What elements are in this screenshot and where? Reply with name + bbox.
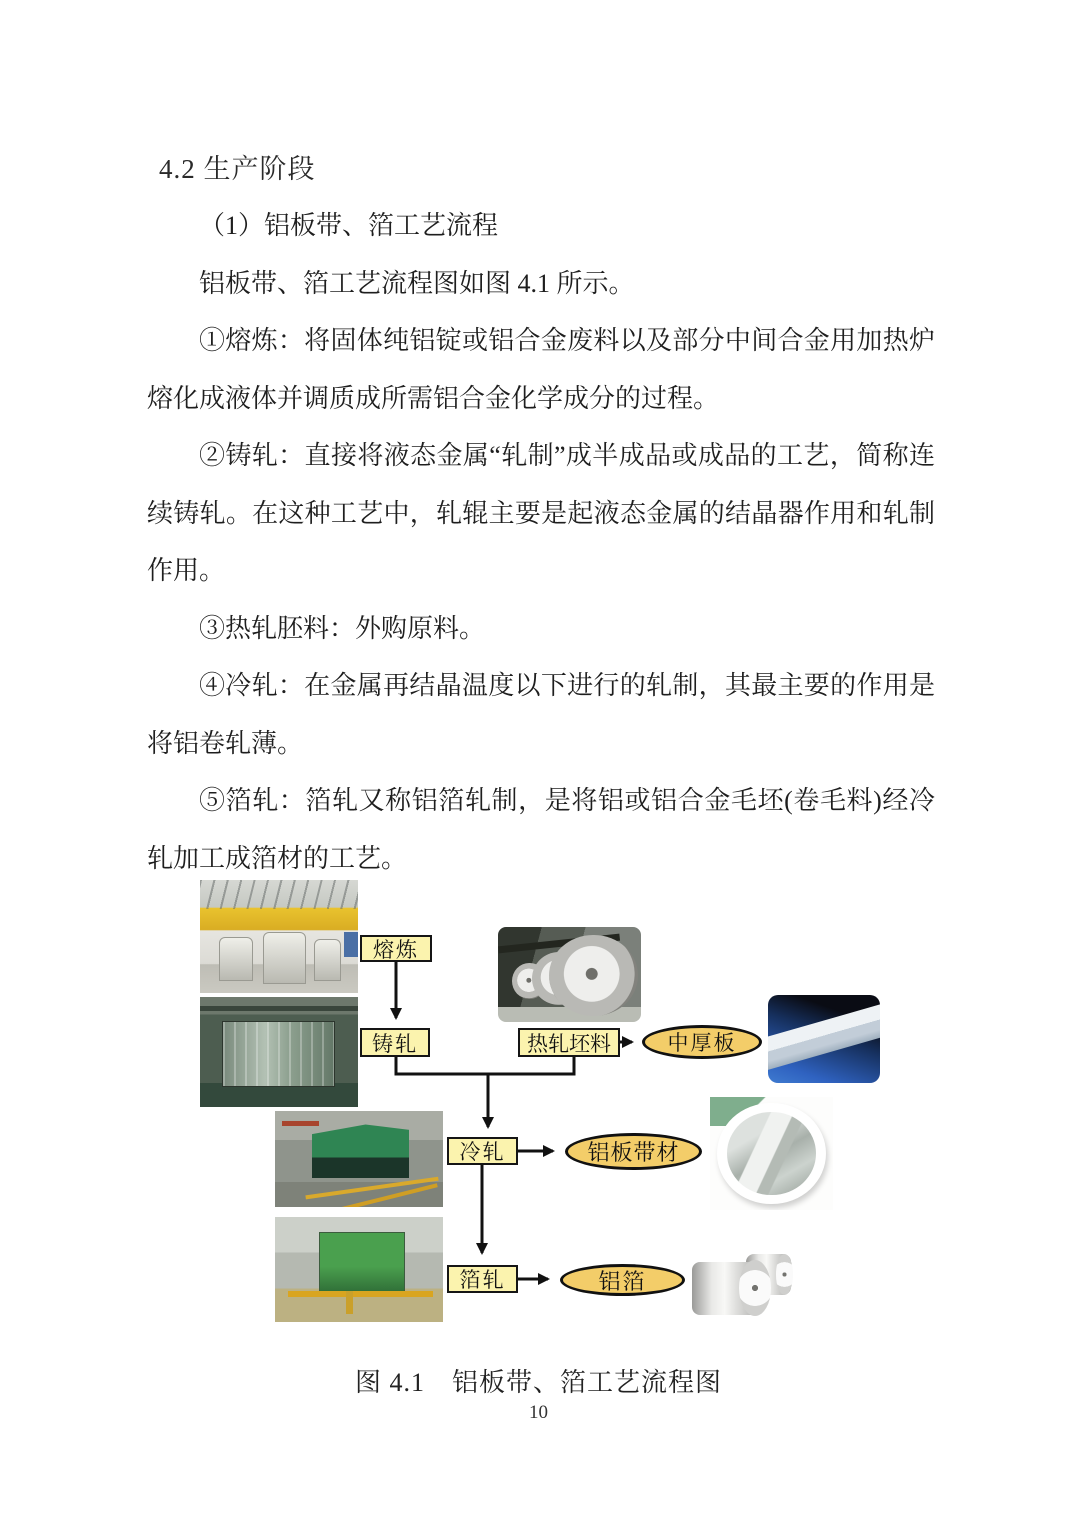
paragraph-foil-rolling: ⑤箔轧：箔轧又称铝箔轧制，是将铝或铝合金毛坯(卷毛料)经冷轧加工成箔材的工艺。 (147, 786, 935, 873)
connector-casting-billet-merge (396, 1057, 574, 1074)
photo-sheet-strip-product (710, 1097, 833, 1210)
flow-node-melting: 熔炼 (360, 935, 432, 962)
photo-medium-plate-product (768, 995, 880, 1083)
flow-node-cold-rolling: 冷轧 (447, 1137, 518, 1165)
aluminium-coil-shape (549, 935, 638, 1017)
photo-casting-mill (200, 997, 358, 1107)
girder-shape (200, 1006, 358, 1012)
furnace-shape (314, 939, 341, 982)
yellow-pipe-shape (346, 1291, 353, 1314)
foil-roll-end-shape (739, 1260, 771, 1316)
plate-slab-shape (768, 1003, 880, 1072)
flow-node-foil-rolling: 箔轧 (447, 1265, 518, 1293)
blue-wall-shape (344, 932, 358, 957)
photo-melting-shop (200, 880, 358, 993)
body-text (147, 197, 935, 887)
furnace-shape (219, 937, 253, 982)
photo-aluminium-foil-product (690, 1250, 797, 1322)
paragraph-hot-billet: ③热轧胚料：外购原料。 (199, 613, 486, 643)
paragraph-cold-rolling: ④冷轧：在金属再结晶温度以下进行的轧制，其最主要的作用是将铝卷轧薄。 (147, 671, 935, 758)
paragraph-subtitle: （1）铝板带、箔工艺流程 (199, 211, 499, 240)
paragraph-intro: 铝板带、箔工艺流程图如图 4.1 所示。 (199, 268, 635, 298)
page-number: 10 (529, 1402, 548, 1423)
furnace-shape (263, 932, 306, 984)
product-node-sheet-strip: 铝板带材 (565, 1133, 702, 1170)
product-node-aluminium-foil: 铝箔 (560, 1264, 685, 1296)
paragraph-melting: ①熔炼：将固体纯铝锭或铝合金废料以及部分中间合金用加热炉熔化成液体并调质成所需铝合金化学成分的过程。 (147, 326, 935, 413)
metal-sheet-disc-shape (727, 1112, 816, 1196)
paragraph-casting: ②铸轧：直接将液态金属“轧制”成半成品或成品的工艺，简称连续铸轧。在这种工艺中，轧辊主要是起液态金属的结晶器作用和轧制作用。 (147, 441, 935, 585)
section-heading-bar (147, 143, 930, 190)
photo-cold-rolling-mill (275, 1111, 443, 1207)
flow-node-casting: 铸轧 (360, 1028, 430, 1057)
roof-truss-texture (200, 880, 358, 909)
section-heading: 4.2 生产阶段 (159, 154, 316, 184)
product-node-medium-plate: 中厚板 (642, 1025, 762, 1059)
glass-enclosure-shape (222, 1021, 335, 1087)
green-mill-shape (312, 1124, 409, 1178)
figure-caption: 图 4.1 铝板带、箔工艺流程图 (354, 1368, 722, 1397)
photo-foil-rolling-mill (275, 1217, 443, 1322)
flow-node-hot-rolled-billet: 热轧坯料 (518, 1028, 620, 1057)
yellow-pipe-shape (288, 1291, 432, 1297)
foil-roll-end-shape (776, 1254, 793, 1294)
green-mill-shape (319, 1232, 405, 1295)
photo-coil-warehouse (498, 927, 641, 1022)
red-crane-shape (282, 1121, 319, 1127)
